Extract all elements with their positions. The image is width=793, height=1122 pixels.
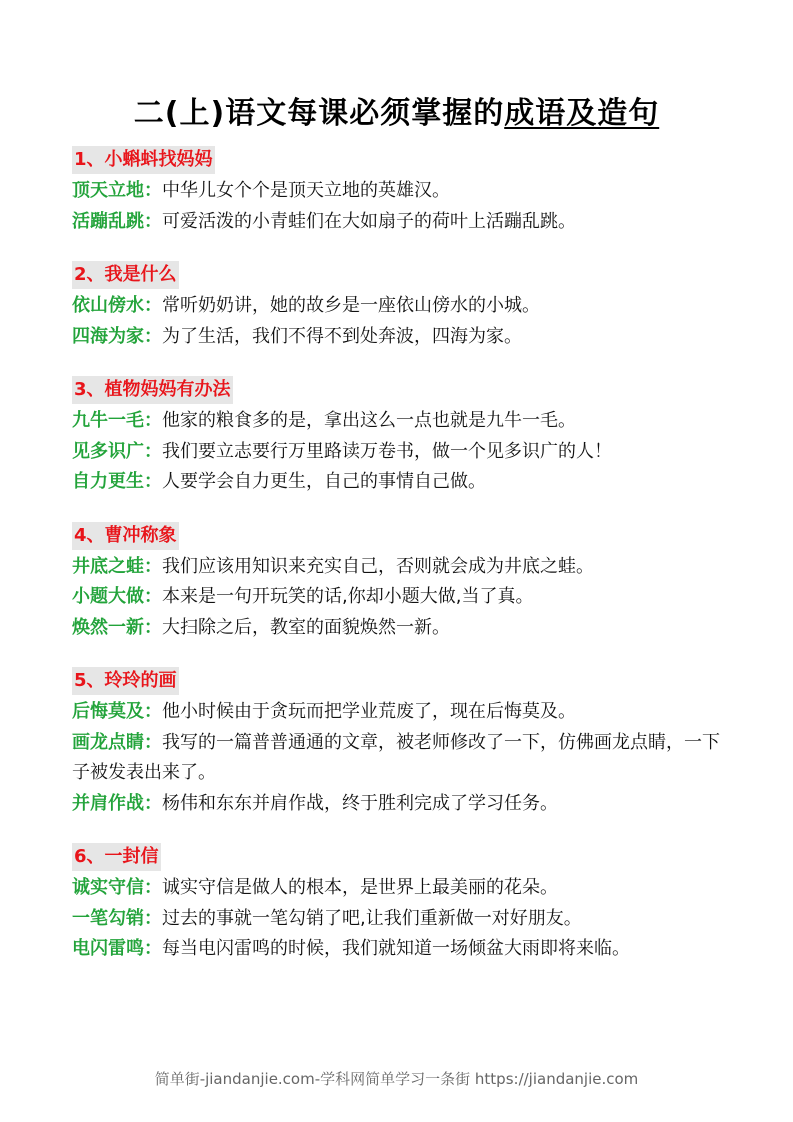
lesson-section [72, 522, 732, 644]
idiom-term: 诚实守信： [72, 877, 162, 898]
example-sentence: 中华儿女个个是顶天立地的英雄汉。 [162, 180, 450, 201]
page-title [0, 92, 793, 136]
example-sentence: 过去的事就一笔勾销了吧,让我们重新做一对好朋友。 [162, 907, 582, 929]
idiom-entry [72, 904, 732, 935]
example-sentence: 他家的粮食多的是，拿出这么一点也就是九牛一毛。 [162, 410, 576, 431]
idiom-entry [72, 467, 732, 498]
idiom-entry [72, 291, 732, 322]
idiom-term: 九牛一毛： [72, 410, 162, 431]
idiom-entry [72, 176, 732, 207]
idiom-term: 见多识广： [72, 440, 162, 462]
footer-watermark: 简单街-jiandanjie.com-学科网简单学习一条街 https://jiandanjie.com [154, 1070, 639, 1088]
lesson-title: 6、一封信 [72, 843, 161, 871]
example-sentence: 为了生活，我们不得不到处奔波，四海为家。 [162, 325, 522, 347]
idiom-entry [72, 207, 732, 238]
example-sentence: 可爱活泼的小青蛙们在大如扇子的荷叶上活蹦乱跳。 [162, 210, 576, 232]
example-sentence: 杨伟和东东并肩作战，终于胜利完成了学习任务。 [162, 792, 558, 814]
idiom-entry [72, 322, 732, 353]
example-sentence: 我们应该用知识来充实自己，否则就会成为井底之蛙。 [162, 555, 594, 577]
example-sentence: 他小时候由于贪玩而把学业荒废了，现在后悔莫及。 [162, 701, 576, 722]
example-sentence: 诚实守信是做人的根本，是世界上最美丽的花朵。 [162, 877, 558, 898]
idiom-entry [72, 789, 732, 820]
idiom-entry [72, 552, 732, 583]
idiom-term: 焕然一新： [72, 616, 162, 638]
idiom-entry [72, 437, 732, 468]
idiom-term: 后悔莫及： [72, 701, 162, 722]
idiom-entry [72, 582, 732, 613]
example-sentence: 常听奶奶讲，她的故乡是一座依山傍水的小城。 [162, 295, 540, 316]
idiom-entry [72, 873, 732, 904]
idiom-term: 四海为家： [72, 325, 162, 347]
idiom-entry [72, 406, 732, 437]
example-sentence: 大扫除之后，教室的面貌焕然一新。 [162, 616, 450, 638]
idiom-term: 自力更生： [72, 471, 162, 492]
idiom-entry [72, 697, 732, 728]
idiom-term: 活蹦乱跳： [72, 210, 162, 232]
example-sentence: 每当电闪雷鸣的时候，我们就知道一场倾盆大雨即将来临。 [162, 938, 630, 959]
lesson-title: 2、我是什么 [72, 261, 179, 289]
idiom-term: 顶天立地： [72, 180, 162, 201]
lesson-section [72, 843, 732, 965]
example-sentence: 本来是一句开玩笑的话,你却小题大做,当了真。 [162, 586, 534, 607]
lesson-section [72, 146, 732, 237]
example-sentence: 人要学会自力更生，自己的事情自己做。 [162, 471, 486, 492]
page-title-main: 二(上)语文每课必须掌握的 [133, 96, 505, 131]
idiom-entry [72, 728, 732, 789]
idiom-entry [72, 613, 732, 644]
idiom-term: 电闪雷鸣： [72, 938, 162, 959]
lesson-section [72, 261, 732, 352]
idiom-entry [72, 934, 732, 965]
lesson-list [72, 146, 732, 989]
idiom-term: 依山傍水： [72, 295, 162, 316]
idiom-term: 画龙点睛： [72, 731, 162, 753]
example-sentence: 我写的一篇普普通通的文章，被老师修改了一下，仿佛画龙点睛，一下子被发表出来了。 [72, 731, 720, 783]
lesson-section [72, 667, 732, 819]
lesson-title: 3、植物妈妈有办法 [72, 376, 233, 404]
lesson-title: 4、曹冲称象 [72, 522, 179, 550]
lesson-section [72, 376, 732, 498]
idiom-term: 并肩作战： [72, 792, 162, 814]
lesson-title: 5、玲玲的画 [72, 667, 179, 695]
idiom-term: 小题大做： [72, 586, 162, 607]
page-title-underlined: 成语及造句 [504, 96, 660, 131]
lesson-title: 1、小蝌蚪找妈妈 [72, 146, 215, 174]
idiom-term: 一笔勾销： [72, 907, 162, 929]
example-sentence: 我们要立志要行万里路读万卷书，做一个见多识广的人！ [162, 440, 612, 462]
idiom-term: 井底之蛙： [72, 555, 162, 577]
